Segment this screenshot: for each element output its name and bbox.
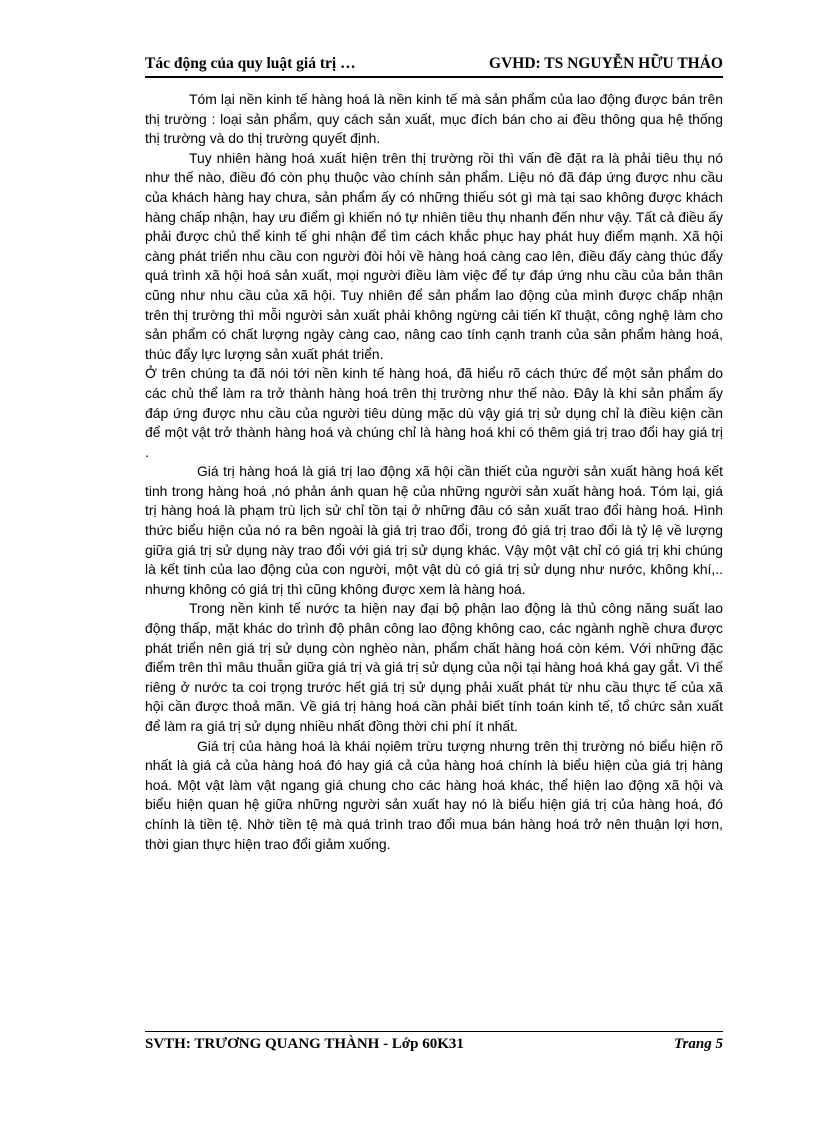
paragraph-2: Tuy nhiên hàng hoá xuất hiện trên thị trường rồi thì vấn đề đặt ra là phải tiêu thụ nó như thế nào, điều đó còn phụ thuộc vào chính sản phẩm. Liệu nó đã đáp ứng được nhu cầu của khách hàng hay chưa, sản phẩm ấy có những thiếu sót gì mà tại sao không được khách hàng chấp nhận, hay ưu điểm gì khiến nó tự nhiên tiêu thụ nhanh đến như vậy. Tất cả điều ấy phải được chủ thể kinh tế ghi nhận để tìm cách khắc phục hay phát huy điểm mạnh. Xã hội càng phát triển nhu cầu con người đòi hỏi về hàng hoá càng cao lên, điều đấy càng thúc đẩy quá trình xã hội hoá sản xuất, mọi người điều làm việc để tự đáp ứng nhu cầu của bản thân cũng như nhu cầu của xã hội. Tuy nhiên để sản phẩm lao động của mình được chấp nhận trên thị trường thì mỗi người sản xuất phải không ngừng cải tiến kĩ thuật, công nghệ làm cho sản phẩm có chất lượng ngày càng cao, nâng cao tính cạnh tranh của sản phẩm hàng hoá, thúc đẩy lực lượng sản xuất phát triển. <box>145 149 724 362</box>
paragraph-3: Ở trên chúng ta đã nói tới nền kinh tế hàng hoá, đã hiểu rõ cách thức để một sản phẩm do các chủ thể làm ra trở thành hàng hoá trên thị trường như thế nào. Đây là khi sản phẩm ấy đáp ứng được nhu cầu của người tiêu dùng mặc dù vậy giá trị sử dụng chỉ là điều kiện cần để một vật trở thành hàng hoá và chúng chỉ là hàng hoá khi có thêm giá trị trao đổi hay giá trị . <box>145 365 723 460</box>
header-title: Tác động của quy luật giá trị … <box>145 55 356 72</box>
paragraph-5: Trong nền kinh tế nước ta hiện nay đại bộ phận lao động là thủ công năng suất lao động thấp, mặt khác do trình độ phân công lao động không cao, các ngành nghề chưa được phát triển nên giá trị sử dụng còn nghèo nàn, phẩm chất hàng hoá còn kém. Với những đặc điểm trên thì mâu thuẫn giữa giá trị và giá trị sử dụng của nội tại hàng hoá khá gay gắt. Vì thế riêng ở nước ta coi trọng trước hết giá trị sử dụng phải xuất phát từ nhu cầu thực tế của xã hội cần được thoả mãn. Về giá trị hàng hoá cần phải biết tính toán kinh tế, tổ chức sản xuất để làm ra giá trị sử dụng nhiều nhất đồng thời chi phí ít nhất. <box>145 600 723 734</box>
page-number: Trang 5 <box>673 1036 723 1052</box>
document-body <box>145 90 723 854</box>
paragraph-1: Tóm lại nền kinh tế hàng hoá là nền kinh tế mà sản phẩm của lao động được bán trên thị trường : loại sản phẩm, quy cách sản xuất, mục đích bán cho ai đều thông qua hệ thống thị trường và do thị trường quyết định. <box>145 91 723 147</box>
paragraph-4: Giá trị hàng hoá là giá trị lao động xã hội cần thiết của người sản xuất hàng hoá kết tinh trong hàng hoá ,nó phản ánh quan hệ của những người sản xuất hàng hoá. Tóm lại, giá trị hàng hoá là phạm trù lịch sử chỉ tồn tại ở những đâu có sản xuất trao đổi hàng hoá. Hình thức biểu hiện của nó ra bên ngoài là giá trị trao đổi, trong đó giá trị trao đổi là tỷ lệ về lượng giữa giá trị sử dụng này trao đổi với giá trị sử dụng khác. Vậy một vật chỉ có giá trị khi chúng là kết tinh của lao động của con người, một vật dù có giá trị sử dụng như nước, không khí,.. nhưng không có giá trị thì cũng không được xem là hàng hoá. <box>145 463 723 597</box>
page-footer <box>145 1031 723 1058</box>
header-advisor: GVHD: TS NGUYỄN HỮU THẢO <box>489 55 723 72</box>
page-header <box>145 52 723 78</box>
footer-student: SVTH: TRƯƠNG QUANG THÀNH - Lớp 60K31 <box>145 1036 464 1052</box>
paragraph-6: Giá trị của hàng hoá là khái nọiêm trừu tượng nhưng trên thị trường nó biểu hiện rõ nhất là giá cả của hàng hoá đó hay giá cả của hàng hoá chính là biểu hiện của giá trị hàng hoá. Một vật làm vật ngang giá chung cho các hàng hoá khác, thể hiện lao động xã hội và biểu hiện quan hệ giữa những người sản xuất hay nó là biểu hiện giá trị của hàng hoá, đó chính là tiền tệ. Nhờ tiền tệ mà quá trình trao đổi mua bán hàng hoá trở nên thuận lợi hơn, thời gian thực hiện trao đổi giảm xuống. <box>145 737 723 852</box>
